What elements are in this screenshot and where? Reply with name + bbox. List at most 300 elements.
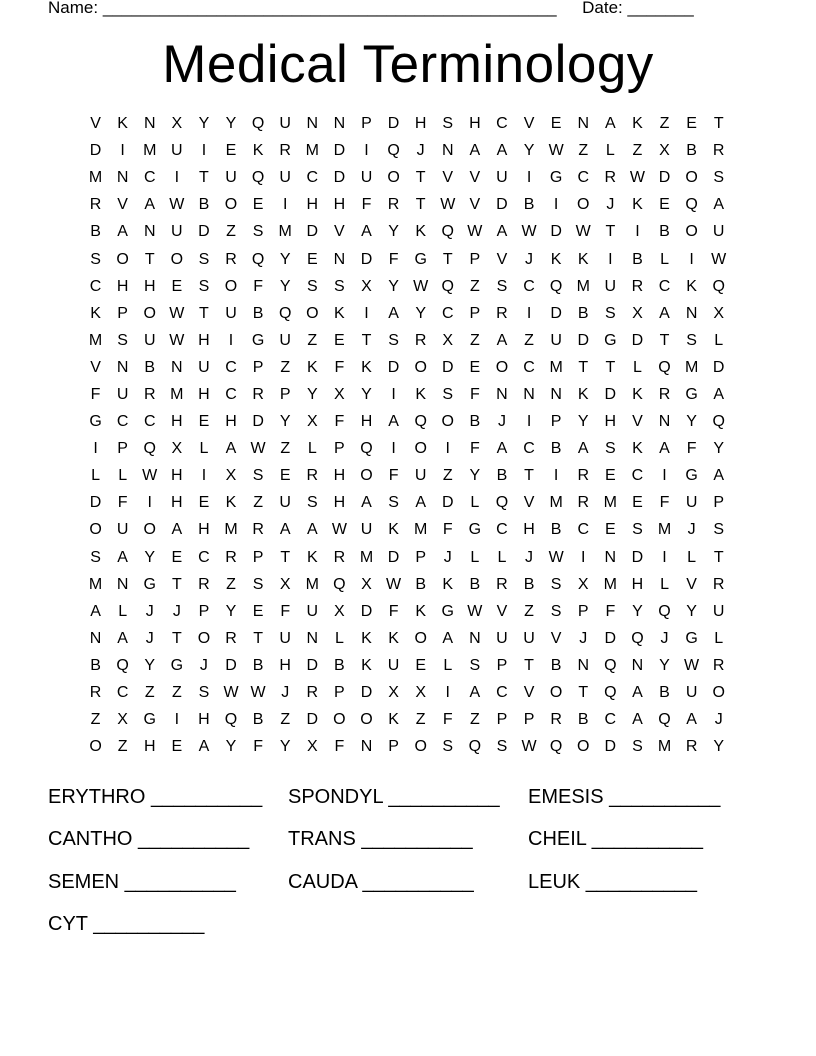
grid-letter[interactable]: L xyxy=(91,467,100,485)
grid-letter[interactable]: C xyxy=(523,277,535,295)
grid-letter[interactable]: A xyxy=(713,385,725,403)
grid-letter[interactable]: B xyxy=(550,656,562,674)
grid-letter[interactable]: L xyxy=(118,602,128,620)
grid-letter[interactable]: X xyxy=(171,440,183,458)
grid-letter[interactable]: D xyxy=(387,548,400,566)
grid-letter[interactable]: N xyxy=(550,385,562,403)
grid-letter[interactable]: P xyxy=(198,602,210,620)
grid-letter[interactable]: E xyxy=(198,494,210,512)
grid-letter[interactable]: D xyxy=(89,142,102,160)
grid-letter[interactable]: V xyxy=(686,575,697,593)
grid-letter[interactable]: X xyxy=(442,331,454,349)
grid-letter[interactable]: V xyxy=(469,169,481,187)
grid-letter[interactable]: W xyxy=(684,656,700,674)
grid-letter[interactable]: W xyxy=(169,196,185,214)
grid-letter[interactable]: F xyxy=(117,494,128,512)
grid-letter[interactable]: L xyxy=(687,548,697,566)
grid-letter[interactable]: P xyxy=(117,440,128,458)
grid-letter[interactable]: T xyxy=(578,358,589,376)
grid-letter[interactable]: A xyxy=(306,521,318,539)
grid-letter[interactable]: R xyxy=(252,521,264,539)
grid-letter[interactable]: E xyxy=(279,467,291,485)
grid-letter[interactable]: V xyxy=(523,684,535,702)
grid-letter[interactable]: X xyxy=(225,467,237,485)
grid-letter[interactable]: T xyxy=(605,223,616,241)
grid-letter[interactable]: Y xyxy=(388,223,399,241)
grid-letter[interactable]: R xyxy=(496,575,508,593)
grid-letter[interactable]: P xyxy=(550,413,562,431)
grid-letter[interactable]: A xyxy=(117,548,128,566)
grid-letter[interactable]: K xyxy=(577,250,589,268)
grid-letter[interactable]: U xyxy=(225,169,237,187)
grid-letter[interactable]: C xyxy=(116,684,129,702)
grid-letter[interactable]: U xyxy=(171,142,183,160)
grid-letter[interactable]: G xyxy=(685,467,698,485)
grid-letter[interactable]: K xyxy=(117,115,128,133)
grid-letter[interactable]: X xyxy=(361,277,372,295)
grid-letter[interactable]: G xyxy=(441,602,454,620)
grid-letter[interactable]: P xyxy=(523,711,535,729)
grid-letter[interactable]: I xyxy=(391,385,396,403)
grid-letter[interactable]: J xyxy=(660,629,669,647)
grid-letter[interactable]: E xyxy=(225,142,237,160)
grid-letter[interactable]: E xyxy=(306,250,318,268)
grid-letter[interactable]: D xyxy=(712,358,725,376)
grid-letter[interactable]: Y xyxy=(279,250,291,268)
grid-letter[interactable]: W xyxy=(250,684,266,702)
grid-letter[interactable]: Y xyxy=(144,656,156,674)
grid-letter[interactable]: A xyxy=(659,440,670,458)
grid-letter[interactable]: A xyxy=(469,684,481,702)
grid-letter[interactable]: B xyxy=(577,304,589,322)
grid-letter[interactable]: H xyxy=(333,467,346,485)
grid-letter[interactable]: H xyxy=(523,521,535,539)
grid-letter[interactable]: M xyxy=(414,521,428,539)
grid-letter[interactable]: W xyxy=(169,331,185,349)
grid-letter[interactable]: E xyxy=(252,602,264,620)
grid-letter[interactable]: B xyxy=(415,575,426,593)
grid-letter[interactable]: J xyxy=(145,629,154,647)
grid-letter[interactable]: I xyxy=(201,467,207,485)
grid-letter[interactable]: N xyxy=(116,575,129,593)
grid-letter[interactable]: Y xyxy=(686,413,697,431)
grid-letter[interactable]: A xyxy=(496,331,508,349)
grid-letter[interactable]: D xyxy=(550,223,562,241)
grid-letter[interactable]: X xyxy=(334,385,345,403)
grid-letter[interactable]: A xyxy=(496,440,508,458)
grid-letter[interactable]: C xyxy=(198,548,210,566)
grid-letter[interactable]: J xyxy=(525,548,534,566)
grid-letter[interactable]: O xyxy=(577,738,590,756)
grid-letter[interactable]: H xyxy=(333,494,346,512)
grid-letter[interactable]: A xyxy=(117,629,128,647)
grid-letter[interactable]: H xyxy=(414,115,427,133)
grid-letter[interactable]: U xyxy=(550,331,562,349)
grid-letter[interactable]: T xyxy=(713,548,724,566)
grid-letter[interactable]: M xyxy=(88,169,103,187)
grid-letter[interactable]: T xyxy=(144,250,155,268)
grid-letter[interactable]: M xyxy=(684,358,699,376)
grid-letter[interactable]: L xyxy=(714,629,724,647)
grid-letter[interactable]: K xyxy=(306,358,318,376)
grid-letter[interactable]: G xyxy=(549,169,563,187)
grid-letter[interactable]: B xyxy=(334,656,345,674)
grid-letter[interactable]: R xyxy=(89,196,102,214)
grid-letter[interactable]: D xyxy=(604,629,617,647)
grid-letter[interactable]: Q xyxy=(468,738,482,756)
grid-letter[interactable]: N xyxy=(116,169,129,187)
grid-letter[interactable]: F xyxy=(90,385,101,403)
grid-letter[interactable]: U xyxy=(523,629,535,647)
grid-letter[interactable]: R xyxy=(143,385,156,403)
grid-letter[interactable]: U xyxy=(171,223,183,241)
grid-letter[interactable]: D xyxy=(198,223,210,241)
grid-letter[interactable]: I xyxy=(608,250,613,268)
grid-letter[interactable]: S xyxy=(496,738,508,756)
grid-letter[interactable]: D xyxy=(387,358,400,376)
grid-letter[interactable]: U xyxy=(116,521,129,539)
grid-letter[interactable]: E xyxy=(171,277,183,295)
grid-letter[interactable]: Z xyxy=(659,115,670,133)
grid-letter[interactable]: Z xyxy=(117,738,128,756)
grid-letter[interactable]: U xyxy=(198,358,210,376)
grid-letter[interactable]: I xyxy=(93,440,98,458)
grid-letter[interactable]: X xyxy=(415,684,426,702)
grid-letter[interactable]: W xyxy=(711,250,727,268)
grid-letter[interactable]: S xyxy=(388,494,399,512)
grid-letter[interactable]: A xyxy=(469,142,481,160)
grid-letter[interactable]: F xyxy=(388,602,399,620)
grid-letter[interactable]: V xyxy=(117,196,128,214)
grid-letter[interactable]: A xyxy=(686,711,697,729)
grid-letter[interactable]: S xyxy=(550,575,562,593)
grid-letter[interactable]: V xyxy=(632,413,643,431)
grid-letter[interactable]: E xyxy=(604,521,616,539)
grid-letter[interactable]: N xyxy=(333,115,346,133)
grid-letter[interactable]: O xyxy=(414,358,427,376)
grid-letter[interactable]: M xyxy=(603,494,617,512)
grid-letter[interactable]: T xyxy=(361,331,372,349)
grid-letter[interactable]: G xyxy=(685,629,698,647)
grid-letter[interactable]: N xyxy=(143,115,156,133)
grid-letter[interactable]: E xyxy=(334,331,345,349)
grid-letter[interactable]: S xyxy=(604,440,616,458)
grid-letter[interactable]: L xyxy=(660,575,669,593)
grid-letter[interactable]: A xyxy=(117,223,128,241)
grid-letter[interactable]: A xyxy=(496,223,508,241)
grid-letter[interactable]: A xyxy=(415,494,426,512)
grid-letter[interactable]: U xyxy=(360,521,373,539)
grid-letter[interactable]: S xyxy=(442,738,454,756)
grid-letter[interactable]: W xyxy=(440,196,456,214)
grid-letter[interactable]: X xyxy=(632,304,643,322)
grid-letter[interactable]: N xyxy=(469,629,481,647)
grid-letter[interactable]: Q xyxy=(143,440,156,458)
grid-letter[interactable]: I xyxy=(635,223,640,241)
grid-letter[interactable]: K xyxy=(686,277,697,295)
grid-letter[interactable]: X xyxy=(713,304,725,322)
grid-letter[interactable]: T xyxy=(280,548,291,566)
grid-letter[interactable]: U xyxy=(279,115,291,133)
grid-letter[interactable]: E xyxy=(550,115,562,133)
grid-letter[interactable]: A xyxy=(361,223,372,241)
grid-letter[interactable]: U xyxy=(360,169,373,187)
grid-letter[interactable]: I xyxy=(526,413,532,431)
grid-letter[interactable]: Y xyxy=(686,602,697,620)
grid-letter[interactable]: R xyxy=(225,629,237,647)
grid-letter[interactable]: Z xyxy=(280,711,291,729)
grid-letter[interactable]: A xyxy=(279,521,291,539)
grid-letter[interactable]: S xyxy=(632,521,643,539)
grid-letter[interactable]: C xyxy=(523,440,535,458)
grid-letter[interactable]: R xyxy=(631,277,644,295)
grid-letter[interactable]: C xyxy=(523,358,535,376)
grid-letter[interactable]: G xyxy=(251,331,265,349)
grid-letter[interactable]: W xyxy=(250,440,266,458)
grid-letter[interactable]: C xyxy=(577,169,590,187)
grid-letter[interactable]: M xyxy=(278,223,292,241)
grid-letter[interactable]: N xyxy=(658,413,671,431)
grid-letter[interactable]: T xyxy=(524,467,534,485)
grid-letter[interactable]: O xyxy=(170,250,184,268)
grid-letter[interactable]: A xyxy=(198,738,210,756)
grid-letter[interactable]: W xyxy=(169,304,185,322)
grid-letter[interactable]: K xyxy=(388,521,399,539)
grid-letter[interactable]: J xyxy=(199,656,208,674)
grid-letter[interactable]: Y xyxy=(469,467,481,485)
grid-letter[interactable]: B xyxy=(252,711,264,729)
grid-letter[interactable]: I xyxy=(689,250,694,268)
grid-letter[interactable]: S xyxy=(604,304,616,322)
grid-letter[interactable]: C xyxy=(306,169,319,187)
grid-letter[interactable]: B xyxy=(252,304,264,322)
grid-letter[interactable]: N xyxy=(360,738,373,756)
grid-letter[interactable]: D xyxy=(496,196,508,214)
grid-letter[interactable]: R xyxy=(198,575,210,593)
grid-letter[interactable]: P xyxy=(252,358,264,376)
grid-letter[interactable]: O xyxy=(441,413,454,431)
grid-letter[interactable]: V xyxy=(334,223,345,241)
grid-letter[interactable]: X xyxy=(306,738,318,756)
grid-letter[interactable]: S xyxy=(632,738,643,756)
grid-letter[interactable]: F xyxy=(442,521,453,539)
grid-letter[interactable]: B xyxy=(496,467,508,485)
grid-letter[interactable]: Q xyxy=(224,711,238,729)
grid-letter[interactable]: Z xyxy=(442,467,453,485)
grid-letter[interactable]: L xyxy=(660,250,669,268)
grid-letter[interactable]: N xyxy=(496,385,508,403)
grid-letter[interactable]: C xyxy=(143,413,156,431)
grid-letter[interactable]: K xyxy=(632,115,643,133)
grid-letter[interactable]: P xyxy=(388,738,399,756)
grid-letter[interactable]: N xyxy=(333,250,346,268)
grid-letter[interactable]: D xyxy=(658,169,671,187)
grid-letter[interactable]: U xyxy=(116,385,129,403)
grid-letter[interactable]: A xyxy=(361,494,372,512)
grid-letter[interactable]: O xyxy=(197,629,211,647)
grid-letter[interactable]: R xyxy=(577,467,590,485)
grid-letter[interactable]: J xyxy=(145,602,154,620)
grid-letter[interactable]: K xyxy=(361,629,372,647)
grid-letter[interactable]: S xyxy=(252,467,264,485)
grid-letter[interactable]: S xyxy=(198,684,210,702)
grid-letter[interactable]: U xyxy=(712,602,725,620)
grid-letter[interactable]: D xyxy=(441,358,454,376)
grid-letter[interactable]: F xyxy=(280,602,291,620)
grid-letter[interactable]: M xyxy=(305,575,319,593)
grid-letter[interactable]: S xyxy=(496,277,508,295)
grid-letter[interactable]: M xyxy=(88,331,103,349)
grid-letter[interactable]: K xyxy=(90,304,101,322)
grid-letter[interactable]: Q xyxy=(604,684,617,702)
grid-letter[interactable]: Y xyxy=(415,304,426,322)
grid-letter[interactable]: Q xyxy=(685,196,698,214)
grid-letter[interactable]: N xyxy=(306,629,319,647)
grid-letter[interactable]: T xyxy=(199,304,209,322)
grid-letter[interactable]: T xyxy=(605,358,616,376)
grid-letter[interactable]: O xyxy=(577,196,590,214)
grid-letter[interactable]: H xyxy=(198,331,210,349)
grid-letter[interactable]: E xyxy=(252,196,264,214)
grid-letter[interactable]: M xyxy=(359,548,374,566)
grid-letter[interactable]: P xyxy=(469,250,481,268)
grid-letter[interactable]: R xyxy=(550,711,562,729)
grid-letter[interactable]: K xyxy=(306,548,318,566)
grid-letter[interactable]: O xyxy=(414,738,427,756)
grid-letter[interactable]: C xyxy=(143,169,156,187)
grid-letter[interactable]: E xyxy=(469,358,481,376)
grid-letter[interactable]: I xyxy=(526,304,532,322)
grid-letter[interactable]: U xyxy=(279,169,291,187)
grid-letter[interactable]: Y xyxy=(225,115,237,133)
grid-letter[interactable]: N xyxy=(523,385,535,403)
grid-letter[interactable]: Y xyxy=(577,413,589,431)
grid-letter[interactable]: Y xyxy=(279,277,291,295)
grid-letter[interactable]: D xyxy=(333,169,346,187)
grid-letter[interactable]: I xyxy=(445,440,450,458)
grid-letter[interactable]: Y xyxy=(306,385,318,403)
grid-letter[interactable]: W xyxy=(467,602,483,620)
grid-letter[interactable]: H xyxy=(116,277,129,295)
grid-letter[interactable]: A xyxy=(225,440,237,458)
grid-letter[interactable]: T xyxy=(171,575,182,593)
grid-letter[interactable]: V xyxy=(90,115,101,133)
grid-letter[interactable]: R xyxy=(712,142,725,160)
grid-letter[interactable]: M xyxy=(88,575,103,593)
grid-letter[interactable]: O xyxy=(360,467,373,485)
grid-letter[interactable]: B xyxy=(90,223,101,241)
grid-letter[interactable]: T xyxy=(442,250,453,268)
grid-letter[interactable]: D xyxy=(360,602,373,620)
grid-letter[interactable]: B xyxy=(659,223,670,241)
grid-letter[interactable]: D xyxy=(631,548,644,566)
grid-letter[interactable]: O xyxy=(414,629,427,647)
grid-letter[interactable]: S xyxy=(469,656,481,674)
grid-letter[interactable]: H xyxy=(171,413,183,431)
grid-letter[interactable]: O xyxy=(414,440,427,458)
grid-letter[interactable]: F xyxy=(388,250,399,268)
grid-letter[interactable]: T xyxy=(713,115,724,133)
grid-letter[interactable]: M xyxy=(224,521,238,539)
grid-letter[interactable]: S xyxy=(117,331,128,349)
grid-letter[interactable]: L xyxy=(118,467,128,485)
grid-letter[interactable]: P xyxy=(334,440,345,458)
grid-letter[interactable]: Q xyxy=(549,738,563,756)
grid-letter[interactable]: F xyxy=(469,385,480,403)
grid-letter[interactable]: R xyxy=(225,548,237,566)
grid-letter[interactable]: P xyxy=(713,494,725,512)
grid-letter[interactable]: G xyxy=(414,250,427,268)
grid-letter[interactable]: E xyxy=(686,115,697,133)
grid-letter[interactable]: O xyxy=(89,521,102,539)
grid-letter[interactable]: B xyxy=(469,413,481,431)
grid-letter[interactable]: A xyxy=(388,304,399,322)
grid-letter[interactable]: Q xyxy=(360,440,373,458)
grid-letter[interactable]: J xyxy=(281,684,290,702)
grid-letter[interactable]: V xyxy=(496,250,508,268)
grid-letter[interactable]: B xyxy=(198,196,210,214)
grid-letter[interactable]: D xyxy=(550,304,562,322)
grid-letter[interactable]: I xyxy=(526,169,532,187)
grid-letter[interactable]: Y xyxy=(279,413,291,431)
grid-letter[interactable]: W xyxy=(467,223,483,241)
grid-letter[interactable]: Z xyxy=(280,440,291,458)
grid-letter[interactable]: I xyxy=(662,467,667,485)
grid-letter[interactable]: Q xyxy=(278,304,292,322)
grid-letter[interactable]: F xyxy=(334,358,345,376)
grid-letter[interactable]: Q xyxy=(658,711,671,729)
grid-letter[interactable]: F xyxy=(361,196,372,214)
grid-letter[interactable]: Y xyxy=(632,602,643,620)
grid-letter[interactable]: L xyxy=(443,656,453,674)
grid-letter[interactable]: T xyxy=(253,629,263,647)
grid-letter[interactable]: O xyxy=(333,711,346,729)
grid-letter[interactable]: W xyxy=(548,548,564,566)
grid-letter[interactable]: D xyxy=(387,115,400,133)
grid-letter[interactable]: B xyxy=(144,358,156,376)
grid-letter[interactable]: J xyxy=(606,196,615,214)
grid-letter[interactable]: W xyxy=(142,467,158,485)
grid-letter[interactable]: R xyxy=(252,385,264,403)
grid-letter[interactable]: A xyxy=(442,629,454,647)
grid-letter[interactable]: F xyxy=(469,440,480,458)
grid-letter[interactable]: E xyxy=(659,196,670,214)
grid-letter[interactable]: O xyxy=(224,277,238,295)
grid-letter[interactable]: P xyxy=(496,656,508,674)
grid-letter[interactable]: Z xyxy=(226,223,236,241)
grid-letter[interactable]: Y xyxy=(713,738,725,756)
grid-letter[interactable]: I xyxy=(201,142,207,160)
grid-letter[interactable]: Y xyxy=(225,602,237,620)
grid-letter[interactable]: W xyxy=(331,521,347,539)
grid-letter[interactable]: J xyxy=(525,250,534,268)
grid-letter[interactable]: H xyxy=(143,277,156,295)
grid-letter[interactable]: N xyxy=(143,223,156,241)
grid-letter[interactable]: K xyxy=(252,142,264,160)
grid-letter[interactable]: Y xyxy=(144,548,156,566)
grid-letter[interactable]: F xyxy=(334,738,345,756)
grid-letter[interactable]: G xyxy=(170,656,184,674)
grid-letter[interactable]: S xyxy=(713,521,725,539)
grid-letter[interactable]: S xyxy=(442,115,454,133)
grid-letter[interactable]: X xyxy=(171,115,183,133)
grid-letter[interactable]: K xyxy=(550,250,562,268)
grid-letter[interactable]: R xyxy=(577,494,590,512)
grid-letter[interactable]: D xyxy=(306,711,319,729)
grid-letter[interactable]: N xyxy=(441,142,454,160)
grid-letter[interactable]: A xyxy=(632,711,643,729)
grid-letter[interactable]: P xyxy=(361,115,372,133)
